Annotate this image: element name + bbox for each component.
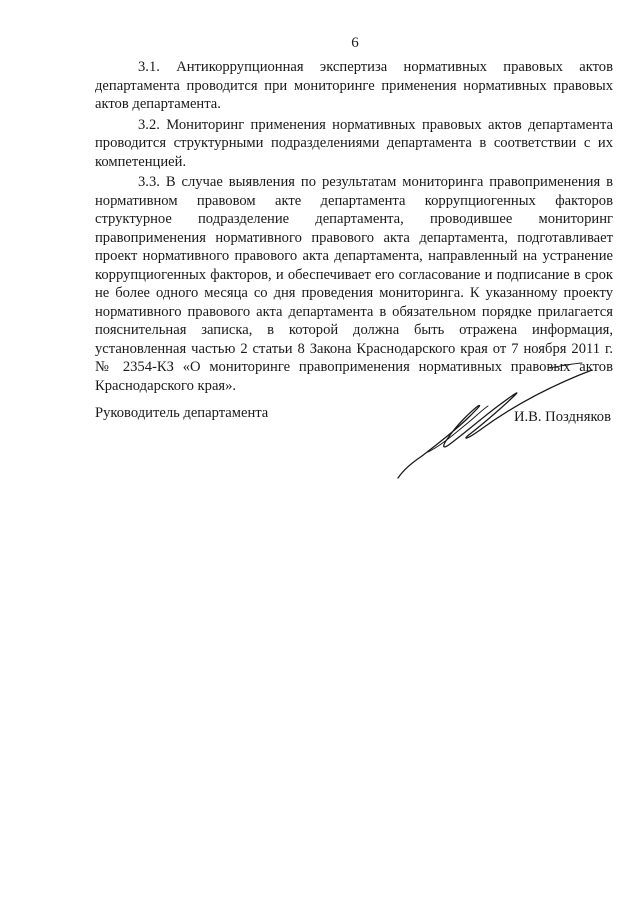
handwritten-signature — [370, 360, 600, 510]
signatory-name: И.В. Поздняков — [513, 409, 611, 425]
document-body — [95, 58, 613, 397]
paragraph-3-3: 3.3. В случае выявления по результатам мониторинга правоприменения в нормативном правовом акте департамента коррупциогенных факторов структурное подразделение департамента, проводившее мониторинг правоприменения нормативного правового акта департамента, подготавливает проект нормативного правового акта департамента, направленный на устранение коррупциогенных факторов, и обеспечивает его согласование и подписание в срок не более одного месяца со дня проведения мониторинга. К указанному проекту нормативного правового акта департамента в обязательном порядке прилагается пояснительная записка, в которой должна быть отражена информация, установленная частью 2 статьи 8 Закона Краснодарского края от 7 ноября 2011 г. № 2354-КЗ «О мониторинге правоприменения нормативных правовых актов Краснодарского края». — [95, 174, 613, 394]
paragraph-3-1: 3.1. Антикоррупционная экспертиза нормативных правовых актов департамента проводится при мониторинге применения нормативных правовых актов департамента. — [95, 59, 613, 112]
page-number: 6 — [351, 35, 359, 51]
paragraph-3-2: 3.2. Мониторинг применения нормативных правовых актов департамента проводится структурными подразделениями департамента в соответствии с их компетенцией. — [95, 116, 613, 170]
signatory-title: Руководитель департамента — [95, 405, 269, 421]
